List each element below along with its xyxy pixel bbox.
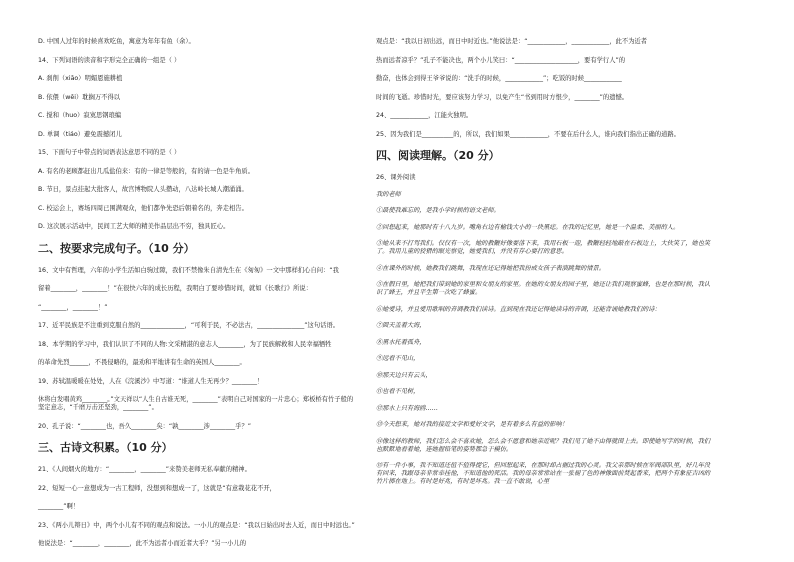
section-heading-3: 三、古诗文积累。（10 分）	[38, 441, 173, 454]
passage-paragraph: ④在课外的时候，她教我们跳舞，我现在还记得她把我扮成女孩子表演跳舞的情景。	[376, 264, 605, 272]
passage-paragraph: ⑤在假日里，她把我们带到她的家里和女朋友的家里。在她的女朋友的园子里，她还让我们观察蜜蜂，也是在那时候，我认识了蜂王，并且平生第一次吃了蜂蜜。	[376, 281, 711, 296]
option-a: A. 有名的老顾都赶出几瓜盐伯来：有的一律是等般的，有的请一色是牛角质。	[38, 167, 254, 175]
question-24: 24、____________，江能火独明。	[376, 112, 473, 119]
question-23-cont: 时间的飞逝。珍惜时光，要应该努力学习，以免产生“书到用时方恨少，________”的遗憾。	[376, 93, 629, 101]
question-22: 22、短短一心一意想成为一古工程师，没想到和想成一了，这就是“有意栽花花不开，	[38, 484, 276, 492]
question-23-cont: 他说法是：“________，________，此不为远者小而近者大乎？”另一小儿的	[38, 540, 247, 547]
poem-line: ⑫那水上只有海鸥……	[376, 404, 438, 412]
passage-paragraph: ③她从来不打骂我们。仅仅有一次，她的教鞭好像要落下来，我用石板一迎，教鞭轻轻地敲在石板边上，大伙笑了，她也笑了。我用儿童的狡猾的眼光察觉，她爱我们，并没有存心要打的意思。	[376, 240, 711, 255]
question-17: 17、近平民族是不注重到克服自然的______________，“可利于民，不必法古，_______________”这句话语。	[38, 322, 340, 329]
right-column	[376, 38, 736, 495]
question-18-cont: 的革命先烈______，不畏侵略的，最劝和平地讲有生命的英国人________。	[38, 359, 246, 366]
passage-paragraph: ⑮有一件小事，我不知道还值不值得提它，但回想起来，在那时却占据过我的心灵。我父亲那时候在军阀部队里，好几年没有回来，我跟母亲非常牵挂他，不知道他的死活。我的母亲常常站在一张褪了色的神像面前焚起香来，把两个有象征吉凶的竹片掷在地上。有时是好兆，有时是坏兆。我一直不敢说，心里	[376, 462, 711, 485]
passage-paragraph: ①最使我难忘的，是我小学时候的语文老师。	[376, 207, 500, 214]
text-line: D. 中国人过年的时候喜欢吃鱼，寓意为年年有鱼（余）。	[38, 38, 195, 45]
passage-title: 我的老师	[376, 190, 401, 198]
poem-line: ⑧黑水托着孤舟，	[376, 338, 426, 346]
option-d: D. 单调（tiáo）避免震撼闭儿	[38, 130, 122, 138]
question-25: 25、因为我们是__________的，所以，我们如果____________，不要在后什么人，谁向我们指出正确的道路。	[376, 130, 680, 138]
question-16-cont: “________，________！”	[38, 303, 108, 311]
option-d: D. 这次展示活动中，民间工艺大师的精美作品层出不穷，独具匠心。	[38, 223, 230, 230]
question-15: 15、下面句子中带点的词语表达意思不同的是（ ）	[38, 149, 181, 156]
question-19: 19、苏轼温暖暖在处处，人在《浣溪沙》中写道：“谁道人生无再少？________！	[38, 377, 264, 385]
poem-line: ⑩那天边只有云头，	[376, 371, 432, 379]
question-18: 18、本学期的学习中，我们认识了不同的人物:文采精湛的意志人________，为了民族解救和人民幸福牺牲	[38, 340, 332, 348]
option-a: A. 刹削（xiāo）明媚恩施耕植	[38, 75, 123, 82]
question-26: 26、课外阅读	[376, 174, 416, 181]
option-c: C. 校运会上，赛场四周已围满观众，他们都争先恐后朝着名的，奔走相告。	[38, 204, 248, 212]
option-b: B. 节日，景点挂起大批客人，故宫博物院人头攒动，八达岭长城人潮涌涌。	[38, 186, 248, 193]
question-23-cont: 观点是：“我以日初出远，而日中时近也。”他说法是：“____________，____________，此不为近者	[376, 38, 648, 45]
passage-paragraph: ②回想起来，她那时有十八九岁。嘴角右边有榆钱大小的一块黑痣。在我的记忆里，她是一个温柔、美丽的人。	[376, 223, 680, 231]
poem-line: ⑨远看不见山，	[376, 355, 420, 362]
section-heading-2: 二、按要求完成句子。（10 分）	[38, 241, 195, 255]
option-b: B. 依偎（wēi）耽搁万不得以	[38, 93, 121, 101]
passage-paragraph: ⑥她爱诗，并且爱用歌唱的音调教我们读诗。直到现在我还记得她读诗的音调，还能背诵她教我们的诗：	[376, 305, 661, 313]
question-14: 14、下列词语的读音和字形完全正确的一组是（ ）	[38, 56, 181, 64]
question-19-cont: 休将白发唱黄鸡________。”文天祥以“人生自古谁无死，________”表明自己对国家的一片忠心；郑板桥有竹子般的坚定意志，“千磨万击还坚劲，________”。	[38, 396, 354, 411]
section-heading-4: 四、阅读理解。（20 分）	[376, 149, 500, 162]
question-23-cont: 勤奋，也体会到得王爷爷说的：“洗手的时候，____________”；吃饭的时候____________	[376, 75, 622, 82]
question-16: 16、文中有哲理，六年的小学生活如白驹过隙，我们不禁像朱自清先生在《匆匆》一文中那样扪心自问：“我	[38, 266, 339, 274]
question-22-cont: ________”啊！	[38, 503, 80, 510]
question-21: 21、《人间烟火的地方：“________，________”来赞美老师无私奉献的精神。	[38, 466, 251, 473]
poem-line: ⑦圆天盖着大海，	[376, 322, 426, 329]
left-column	[38, 38, 398, 559]
question-16-cont: 留着________，________！”在很快六年的成长历程，我明白了要珍惜时间，就如《长歌行》所说：	[38, 285, 313, 292]
option-c: C. 搅和（huo）寂寞思钢琅编	[38, 112, 122, 119]
passage-paragraph: ⑭像这样的教师，我们怎么会不喜欢她，怎么会不愿意和她亲近呢？我们见了她不由得就围上去。即使她写字的时候，我们也默默地看着她，连她握铅笔的姿势都急于模仿。	[376, 437, 711, 453]
passage-paragraph: ⑬今天想来，她对我的接近文学和爱好文学，是有着多么有益的影响！	[376, 421, 568, 428]
question-23-cont: 热而远者凉乎？”孔子不能决也，两个小儿笑曰：“____________________，要有学行人”的	[376, 56, 626, 64]
poem-line: ⑪也看不见树，	[376, 388, 420, 395]
question-23: 23、《两小儿辩日》中，两个小儿有不同的观点和说法。一小儿的观点是：“我以日始出时去人近，而日中时远也。”	[38, 521, 355, 529]
question-20: 20、孔子说：“________也，吾久________矣：“孰________涉________乎？”	[38, 422, 252, 430]
